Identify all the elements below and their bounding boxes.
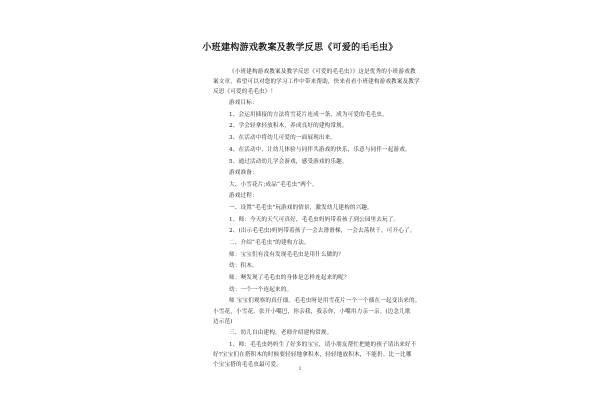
paragraph-line: 二、介绍“毛毛虫”的建构方法。 [229, 240, 310, 246]
paragraph-line: 师 宝宝们观察的真仔细。毛毛虫呀是用雪花片一个一个插在一起变出来的。 [229, 298, 421, 304]
section-heading: 游戏准备： [229, 170, 258, 176]
list-item: 4、在活动中，让幼儿体验与同伴共游戏的快乐，乐意与同伴一起游戏。 [229, 147, 411, 153]
paragraph-line: 师：噢发现了毛毛虫的身体是怎样连起来的呢？ [229, 275, 350, 281]
section-heading: 游戏目标： [229, 100, 258, 106]
section-heading: 游戏过程： [229, 193, 258, 199]
paragraph-line: 反思《可爱的毛毛虫》！ [213, 89, 277, 95]
paragraph-line: 1、师：毛毛虫妈妈生了好多的宝宝，请小朋友帮忙把她的孩子请出来好不 [229, 342, 417, 348]
page-number: 1 [298, 367, 302, 372]
paragraph-line: 边示范) [213, 319, 233, 325]
paragraph-line: 1、师：今天的天气可真好，毛毛虫妈妈带着孩子到公园里去玩了。 [229, 217, 400, 223]
paragraph-line: 小雪花，小雪花，张开小嘴巴，你亲我，我亲你，小嘴用力亲一亲。(边念儿歌 [213, 309, 411, 315]
paragraph-line: 好?宝宝们在搭积木的时候要轻轻地拿积木，轻轻地放积木，不能扔。比一比哪 [213, 352, 412, 358]
paragraph-line: 个宝宝搭的毛毛虫最可爱。 [213, 362, 282, 368]
list-item: 2、学会轻拿轻放积木，养成良好的建构常规。 [229, 123, 348, 129]
paragraph-line: 大、小雪花片;成品“毛毛虫”两个。 [229, 182, 318, 188]
document-title: 小班建构游戏教案及教学反思《可爱的毛毛虫》 [202, 43, 398, 53]
paragraph-line: 幼：一个一个连起来的。 [229, 287, 293, 293]
paragraph-line: 案文章，希望可以对您的学习工作中带来帮助，快来看看小班建构游戏教案及教学 [213, 79, 420, 85]
paragraph-line: 2、(出示毛毛虫)妈妈带着孩子一会去滑滑梯，一会去荡秋千，可开心了。 [229, 228, 416, 234]
list-item: 5、通过活动幼儿学会游戏，感受游戏的乐趣。 [229, 159, 348, 165]
paragraph-line: 三、幼儿自由建构，老师介绍建构常规。 [229, 330, 333, 336]
list-item: 1、会运用插接的方法将雪花片连成一条，成为可爱的毛毛虫。 [229, 112, 388, 118]
paragraph-line: 师：宝宝们有没有发现毛毛虫是用什么做的？ [229, 252, 344, 258]
paragraph-line: 一、设置“毛毛虫”玩游戏的情景，激发幼儿建构的兴趣。 [229, 205, 373, 211]
paragraph-line: 幼：积木。 [229, 263, 258, 269]
paragraph-line: 《小班建构游戏教案及教学反思《可爱的毛毛虫》》这是优秀的小班游戏教 [229, 69, 416, 75]
list-item: 3、在活动中将幼儿可爱的一面展现出来。 [229, 135, 337, 141]
